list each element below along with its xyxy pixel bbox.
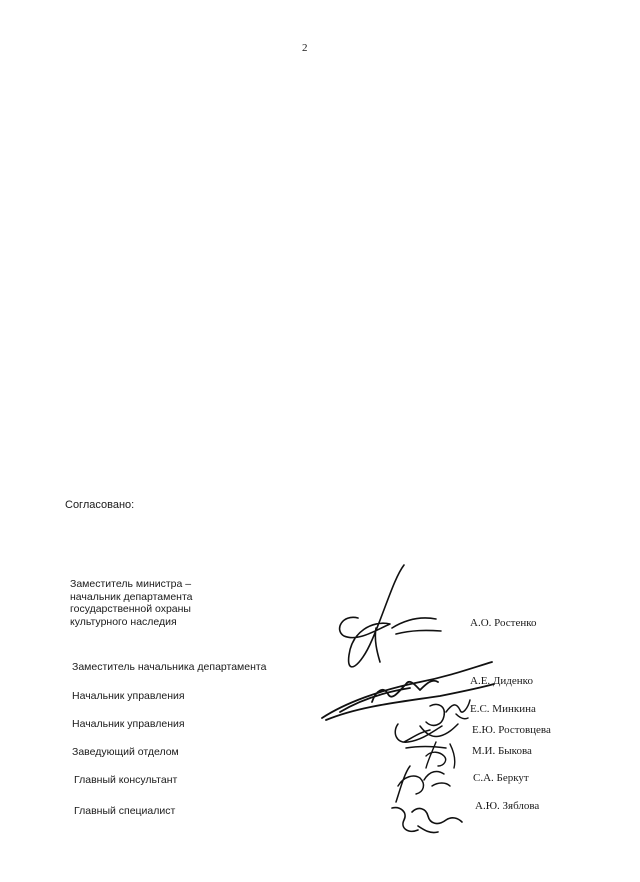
signatory-position <box>72 718 185 731</box>
position-line: Заведующий отделом <box>72 746 179 758</box>
signatory-position <box>74 805 175 818</box>
signatory-position <box>74 774 177 787</box>
signature-rostovtseva <box>395 724 458 748</box>
signatory-position <box>72 746 179 759</box>
signatory-name: С.А. Беркут <box>473 772 529 784</box>
signatory-name: Е.С. Минкина <box>470 703 536 715</box>
signature-bykova <box>426 742 455 768</box>
signature-berkut <box>396 766 450 802</box>
signature-didenko <box>322 662 494 720</box>
signature-minkina <box>426 700 470 725</box>
position-line: Главный консультант <box>74 774 178 786</box>
position-line: начальник департамента <box>70 590 193 603</box>
page-number: 2 <box>302 42 308 54</box>
agreed-heading: Согласовано: <box>65 499 135 511</box>
signature-zyablova <box>392 808 462 833</box>
signatory-name: Е.Ю. Ростовцева <box>472 724 551 736</box>
position-line: Заместитель министра – <box>70 578 192 590</box>
signatory-position <box>70 578 193 628</box>
signatory-name: А.Ю. Зяблова <box>475 800 540 812</box>
signatory-name: А.Е. Диденко <box>470 675 533 687</box>
signatory-position <box>72 690 185 703</box>
signatory-name: А.О. Ростенко <box>470 617 537 629</box>
signature-rostenko <box>340 565 441 667</box>
position-line: Начальник управления <box>72 718 185 730</box>
position-line: государственной охраны <box>70 603 191 615</box>
position-line: Заместитель начальника департамента <box>72 661 267 673</box>
position-line: Главный специалист <box>74 805 176 817</box>
position-line: культурного наследия <box>70 615 177 628</box>
signatory-name: М.И. Быкова <box>472 745 532 757</box>
signatory-position <box>72 661 266 674</box>
position-line: Начальник управления <box>72 690 185 702</box>
